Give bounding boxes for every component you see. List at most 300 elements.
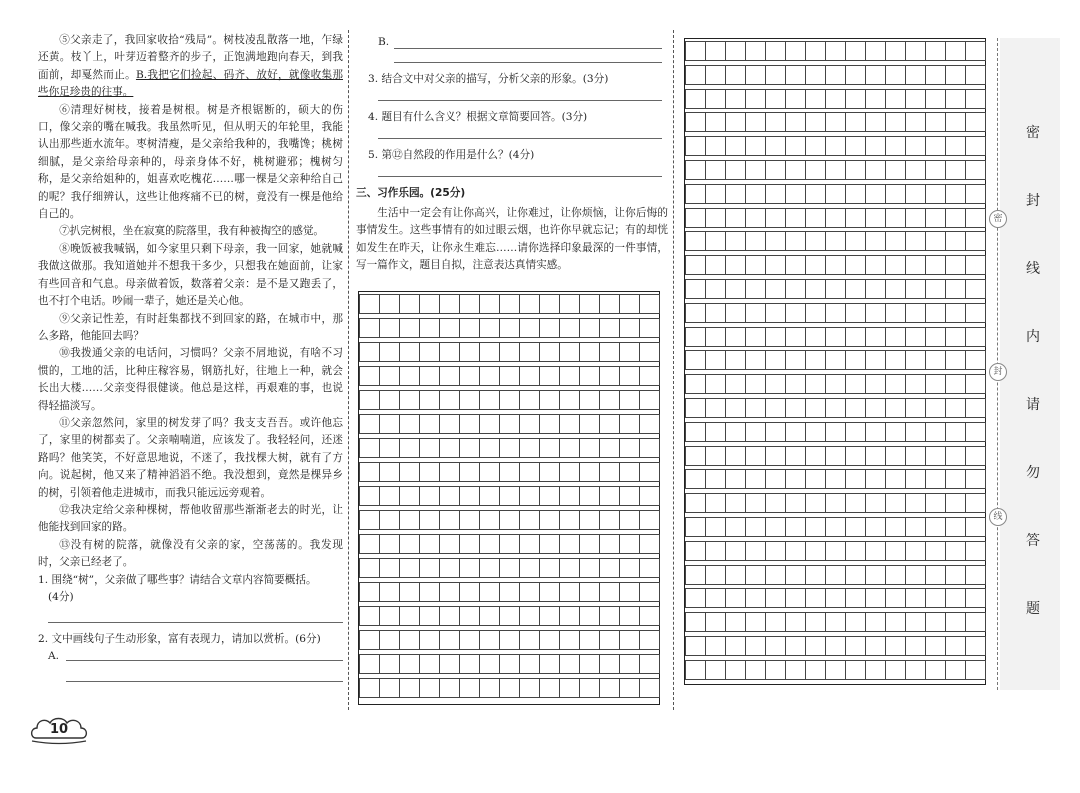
grid-cell[interactable] xyxy=(945,422,966,442)
grid-cell[interactable] xyxy=(885,398,906,418)
grid-cell[interactable] xyxy=(885,41,906,61)
grid-cell[interactable] xyxy=(885,327,906,347)
grid-cell[interactable] xyxy=(479,462,500,482)
grid-cell[interactable] xyxy=(805,41,826,61)
grid-cell[interactable] xyxy=(685,660,706,680)
grid-cell[interactable] xyxy=(559,558,580,578)
grid-cell[interactable] xyxy=(479,558,500,578)
grid-cell[interactable] xyxy=(805,136,826,156)
grid-cell[interactable] xyxy=(765,41,786,61)
grid-cell[interactable] xyxy=(885,660,906,680)
grid-cell[interactable] xyxy=(865,469,886,489)
grid-cell[interactable] xyxy=(705,231,726,251)
grid-cell[interactable] xyxy=(745,660,766,680)
grid-cell[interactable] xyxy=(499,438,520,458)
grid-cell[interactable] xyxy=(725,565,746,585)
grid-cell[interactable] xyxy=(745,327,766,347)
grid-cell[interactable] xyxy=(359,486,380,506)
grid-cell[interactable] xyxy=(845,89,866,109)
grid-cell[interactable] xyxy=(945,279,966,299)
grid-cell[interactable] xyxy=(725,446,746,466)
grid-cell[interactable] xyxy=(725,279,746,299)
grid-cell[interactable] xyxy=(639,486,660,506)
grid-cell[interactable] xyxy=(705,588,726,608)
grid-cell[interactable] xyxy=(479,342,500,362)
grid-cell[interactable] xyxy=(399,606,420,626)
grid-cell[interactable] xyxy=(905,374,926,394)
grid-cell[interactable] xyxy=(705,208,726,228)
grid-cell[interactable] xyxy=(805,184,826,204)
grid-cell[interactable] xyxy=(905,208,926,228)
grid-cell[interactable] xyxy=(579,606,600,626)
grid-cell[interactable] xyxy=(845,160,866,180)
grid-cell[interactable] xyxy=(905,350,926,370)
grid-cell[interactable] xyxy=(579,462,600,482)
grid-cell[interactable] xyxy=(559,318,580,338)
grid-cell[interactable] xyxy=(705,255,726,275)
grid-cell[interactable] xyxy=(619,582,640,602)
grid-cell[interactable] xyxy=(825,660,846,680)
grid-cell[interactable] xyxy=(865,493,886,513)
grid-cell[interactable] xyxy=(379,342,400,362)
grid-cell[interactable] xyxy=(579,318,600,338)
grid-cell[interactable] xyxy=(379,294,400,314)
grid-cell[interactable] xyxy=(965,469,986,489)
grid-cell[interactable] xyxy=(745,541,766,561)
grid-cell[interactable] xyxy=(805,89,826,109)
grid-cell[interactable] xyxy=(765,493,786,513)
grid-cell[interactable] xyxy=(359,414,380,434)
grid-cell[interactable] xyxy=(439,654,460,674)
grid-cell[interactable] xyxy=(945,350,966,370)
grid-cell[interactable] xyxy=(925,112,946,132)
grid-cell[interactable] xyxy=(765,588,786,608)
grid-cell[interactable] xyxy=(359,318,380,338)
grid-cell[interactable] xyxy=(765,660,786,680)
grid-cell[interactable] xyxy=(785,636,806,656)
grid-cell[interactable] xyxy=(725,541,746,561)
grid-cell[interactable] xyxy=(925,327,946,347)
grid-cell[interactable] xyxy=(579,294,600,314)
grid-cell[interactable] xyxy=(845,231,866,251)
grid-cell[interactable] xyxy=(885,565,906,585)
grid-cell[interactable] xyxy=(479,654,500,674)
grid-cell[interactable] xyxy=(845,303,866,323)
grid-cell[interactable] xyxy=(825,136,846,156)
grid-cell[interactable] xyxy=(459,606,480,626)
grid-cell[interactable] xyxy=(885,612,906,632)
grid-cell[interactable] xyxy=(499,558,520,578)
grid-cell[interactable] xyxy=(805,350,826,370)
grid-cell[interactable] xyxy=(439,390,460,410)
grid-cell[interactable] xyxy=(399,558,420,578)
grid-cell[interactable] xyxy=(885,184,906,204)
grid-cell[interactable] xyxy=(725,374,746,394)
grid-cell[interactable] xyxy=(599,462,620,482)
grid-cell[interactable] xyxy=(499,366,520,386)
grid-cell[interactable] xyxy=(519,630,540,650)
grid-cell[interactable] xyxy=(359,462,380,482)
grid-cell[interactable] xyxy=(725,517,746,537)
grid-cell[interactable] xyxy=(685,184,706,204)
grid-cell[interactable] xyxy=(905,255,926,275)
grid-cell[interactable] xyxy=(925,136,946,156)
grid-cell[interactable] xyxy=(785,160,806,180)
grid-cell[interactable] xyxy=(459,630,480,650)
grid-cell[interactable] xyxy=(619,654,640,674)
grid-cell[interactable] xyxy=(539,510,560,530)
grid-cell[interactable] xyxy=(805,612,826,632)
grid-cell[interactable] xyxy=(519,510,540,530)
grid-cell[interactable] xyxy=(745,350,766,370)
grid-cell[interactable] xyxy=(705,565,726,585)
grid-cell[interactable] xyxy=(805,565,826,585)
grid-cell[interactable] xyxy=(685,112,706,132)
grid-cell[interactable] xyxy=(459,342,480,362)
grid-cell[interactable] xyxy=(705,327,726,347)
grid-cell[interactable] xyxy=(539,486,560,506)
grid-cell[interactable] xyxy=(765,89,786,109)
grid-cell[interactable] xyxy=(785,65,806,85)
grid-cell[interactable] xyxy=(439,678,460,698)
grid-cell[interactable] xyxy=(745,636,766,656)
grid-cell[interactable] xyxy=(785,41,806,61)
grid-cell[interactable] xyxy=(785,660,806,680)
grid-cell[interactable] xyxy=(539,678,560,698)
grid-cell[interactable] xyxy=(619,366,640,386)
grid-cell[interactable] xyxy=(845,112,866,132)
grid-cell[interactable] xyxy=(479,606,500,626)
grid-cell[interactable] xyxy=(499,462,520,482)
grid-cell[interactable] xyxy=(885,541,906,561)
grid-cell[interactable] xyxy=(705,374,726,394)
grid-cell[interactable] xyxy=(905,469,926,489)
grid-cell[interactable] xyxy=(745,303,766,323)
grid-cell[interactable] xyxy=(925,469,946,489)
grid-cell[interactable] xyxy=(379,534,400,554)
grid-cell[interactable] xyxy=(459,486,480,506)
grid-cell[interactable] xyxy=(599,414,620,434)
grid-cell[interactable] xyxy=(765,160,786,180)
grid-cell[interactable] xyxy=(945,446,966,466)
grid-cell[interactable] xyxy=(399,534,420,554)
grid-cell[interactable] xyxy=(925,422,946,442)
grid-cell[interactable] xyxy=(399,318,420,338)
grid-cell[interactable] xyxy=(359,366,380,386)
grid-cell[interactable] xyxy=(399,390,420,410)
grid-cell[interactable] xyxy=(785,469,806,489)
grid-cell[interactable] xyxy=(945,65,966,85)
grid-cell[interactable] xyxy=(905,327,926,347)
grid-cell[interactable] xyxy=(399,582,420,602)
grid-cell[interactable] xyxy=(599,606,620,626)
grid-cell[interactable] xyxy=(479,534,500,554)
grid-cell[interactable] xyxy=(825,231,846,251)
grid-cell[interactable] xyxy=(945,303,966,323)
grid-cell[interactable] xyxy=(639,678,660,698)
grid-cell[interactable] xyxy=(905,89,926,109)
grid-cell[interactable] xyxy=(725,660,746,680)
grid-cell[interactable] xyxy=(359,606,380,626)
grid-cell[interactable] xyxy=(685,136,706,156)
grid-cell[interactable] xyxy=(539,534,560,554)
grid-cell[interactable] xyxy=(745,279,766,299)
grid-cell[interactable] xyxy=(705,493,726,513)
grid-cell[interactable] xyxy=(559,366,580,386)
grid-cell[interactable] xyxy=(825,469,846,489)
grid-cell[interactable] xyxy=(685,65,706,85)
grid-cell[interactable] xyxy=(459,582,480,602)
grid-cell[interactable] xyxy=(745,493,766,513)
grid-cell[interactable] xyxy=(725,255,746,275)
grid-cell[interactable] xyxy=(785,136,806,156)
grid-cell[interactable] xyxy=(745,446,766,466)
grid-cell[interactable] xyxy=(685,588,706,608)
grid-cell[interactable] xyxy=(845,136,866,156)
grid-cell[interactable] xyxy=(725,493,746,513)
grid-cell[interactable] xyxy=(865,350,886,370)
grid-cell[interactable] xyxy=(499,486,520,506)
answer-line-q2b-2[interactable] xyxy=(394,54,662,63)
grid-cell[interactable] xyxy=(705,541,726,561)
grid-cell[interactable] xyxy=(885,112,906,132)
grid-cell[interactable] xyxy=(619,462,640,482)
grid-cell[interactable] xyxy=(725,327,746,347)
grid-cell[interactable] xyxy=(865,612,886,632)
grid-cell[interactable] xyxy=(579,582,600,602)
grid-cell[interactable] xyxy=(825,446,846,466)
grid-cell[interactable] xyxy=(419,414,440,434)
grid-cell[interactable] xyxy=(745,89,766,109)
grid-cell[interactable] xyxy=(725,469,746,489)
grid-cell[interactable] xyxy=(785,208,806,228)
grid-cell[interactable] xyxy=(785,398,806,418)
grid-cell[interactable] xyxy=(885,231,906,251)
grid-cell[interactable] xyxy=(865,660,886,680)
grid-cell[interactable] xyxy=(619,534,640,554)
grid-cell[interactable] xyxy=(765,350,786,370)
grid-cell[interactable] xyxy=(499,654,520,674)
grid-cell[interactable] xyxy=(845,446,866,466)
grid-cell[interactable] xyxy=(359,390,380,410)
grid-cell[interactable] xyxy=(479,486,500,506)
grid-cell[interactable] xyxy=(359,654,380,674)
grid-cell[interactable] xyxy=(499,510,520,530)
grid-cell[interactable] xyxy=(825,41,846,61)
grid-cell[interactable] xyxy=(685,255,706,275)
grid-cell[interactable] xyxy=(499,414,520,434)
grid-cell[interactable] xyxy=(945,41,966,61)
grid-cell[interactable] xyxy=(559,462,580,482)
grid-cell[interactable] xyxy=(965,612,986,632)
grid-cell[interactable] xyxy=(805,160,826,180)
grid-cell[interactable] xyxy=(765,422,786,442)
grid-cell[interactable] xyxy=(559,534,580,554)
grid-cell[interactable] xyxy=(459,654,480,674)
grid-cell[interactable] xyxy=(705,612,726,632)
grid-cell[interactable] xyxy=(865,422,886,442)
writing-grid-right[interactable] xyxy=(684,38,986,685)
grid-cell[interactable] xyxy=(945,327,966,347)
grid-cell[interactable] xyxy=(519,414,540,434)
grid-cell[interactable] xyxy=(579,486,600,506)
grid-cell[interactable] xyxy=(725,636,746,656)
grid-cell[interactable] xyxy=(379,366,400,386)
grid-cell[interactable] xyxy=(965,89,986,109)
grid-cell[interactable] xyxy=(499,318,520,338)
grid-cell[interactable] xyxy=(705,469,726,489)
grid-cell[interactable] xyxy=(639,342,660,362)
grid-cell[interactable] xyxy=(419,390,440,410)
grid-cell[interactable] xyxy=(825,541,846,561)
grid-cell[interactable] xyxy=(765,446,786,466)
grid-cell[interactable] xyxy=(579,558,600,578)
grid-cell[interactable] xyxy=(685,327,706,347)
grid-cell[interactable] xyxy=(685,303,706,323)
grid-cell[interactable] xyxy=(359,438,380,458)
grid-cell[interactable] xyxy=(825,65,846,85)
grid-cell[interactable] xyxy=(825,588,846,608)
grid-cell[interactable] xyxy=(439,582,460,602)
grid-cell[interactable] xyxy=(399,654,420,674)
grid-cell[interactable] xyxy=(865,374,886,394)
grid-cell[interactable] xyxy=(965,279,986,299)
grid-cell[interactable] xyxy=(965,446,986,466)
grid-cell[interactable] xyxy=(359,678,380,698)
grid-cell[interactable] xyxy=(825,374,846,394)
grid-cell[interactable] xyxy=(519,294,540,314)
grid-cell[interactable] xyxy=(399,510,420,530)
grid-cell[interactable] xyxy=(539,438,560,458)
grid-cell[interactable] xyxy=(905,184,926,204)
grid-cell[interactable] xyxy=(705,112,726,132)
grid-cell[interactable] xyxy=(865,136,886,156)
grid-cell[interactable] xyxy=(419,438,440,458)
grid-cell[interactable] xyxy=(925,446,946,466)
grid-cell[interactable] xyxy=(379,462,400,482)
grid-cell[interactable] xyxy=(359,534,380,554)
grid-cell[interactable] xyxy=(765,469,786,489)
grid-cell[interactable] xyxy=(945,493,966,513)
grid-cell[interactable] xyxy=(925,65,946,85)
grid-cell[interactable] xyxy=(965,160,986,180)
grid-cell[interactable] xyxy=(885,303,906,323)
grid-cell[interactable] xyxy=(845,65,866,85)
grid-cell[interactable] xyxy=(519,366,540,386)
grid-cell[interactable] xyxy=(785,350,806,370)
grid-cell[interactable] xyxy=(379,438,400,458)
grid-cell[interactable] xyxy=(725,208,746,228)
grid-cell[interactable] xyxy=(599,486,620,506)
grid-cell[interactable] xyxy=(379,390,400,410)
grid-cell[interactable] xyxy=(805,660,826,680)
grid-cell[interactable] xyxy=(805,422,826,442)
grid-cell[interactable] xyxy=(539,318,560,338)
grid-cell[interactable] xyxy=(459,510,480,530)
grid-cell[interactable] xyxy=(439,534,460,554)
grid-cell[interactable] xyxy=(619,294,640,314)
grid-cell[interactable] xyxy=(459,390,480,410)
grid-cell[interactable] xyxy=(619,390,640,410)
grid-cell[interactable] xyxy=(559,606,580,626)
grid-cell[interactable] xyxy=(599,390,620,410)
grid-cell[interactable] xyxy=(705,398,726,418)
grid-cell[interactable] xyxy=(865,541,886,561)
grid-cell[interactable] xyxy=(925,184,946,204)
grid-cell[interactable] xyxy=(359,510,380,530)
grid-cell[interactable] xyxy=(639,534,660,554)
grid-cell[interactable] xyxy=(359,294,380,314)
grid-cell[interactable] xyxy=(685,612,706,632)
writing-grid-middle[interactable] xyxy=(358,291,660,705)
grid-cell[interactable] xyxy=(805,493,826,513)
grid-cell[interactable] xyxy=(885,89,906,109)
grid-cell[interactable] xyxy=(845,398,866,418)
grid-cell[interactable] xyxy=(845,327,866,347)
grid-cell[interactable] xyxy=(905,565,926,585)
grid-cell[interactable] xyxy=(399,366,420,386)
grid-cell[interactable] xyxy=(459,414,480,434)
answer-line-q2a[interactable] xyxy=(66,648,343,661)
grid-cell[interactable] xyxy=(745,160,766,180)
grid-cell[interactable] xyxy=(865,588,886,608)
answer-line-q4[interactable] xyxy=(378,126,662,139)
grid-cell[interactable] xyxy=(705,350,726,370)
grid-cell[interactable] xyxy=(639,414,660,434)
grid-cell[interactable] xyxy=(945,89,966,109)
grid-cell[interactable] xyxy=(685,231,706,251)
grid-cell[interactable] xyxy=(905,517,926,537)
grid-cell[interactable] xyxy=(539,390,560,410)
grid-cell[interactable] xyxy=(765,565,786,585)
grid-cell[interactable] xyxy=(785,446,806,466)
grid-cell[interactable] xyxy=(945,184,966,204)
grid-cell[interactable] xyxy=(705,89,726,109)
grid-cell[interactable] xyxy=(559,582,580,602)
grid-cell[interactable] xyxy=(379,654,400,674)
grid-cell[interactable] xyxy=(825,303,846,323)
answer-line-q2b[interactable] xyxy=(394,36,662,49)
grid-cell[interactable] xyxy=(805,303,826,323)
grid-cell[interactable] xyxy=(765,541,786,561)
grid-cell[interactable] xyxy=(785,541,806,561)
grid-cell[interactable] xyxy=(845,588,866,608)
grid-cell[interactable] xyxy=(965,136,986,156)
grid-cell[interactable] xyxy=(825,517,846,537)
grid-cell[interactable] xyxy=(925,350,946,370)
grid-cell[interactable] xyxy=(419,462,440,482)
grid-cell[interactable] xyxy=(965,493,986,513)
grid-cell[interactable] xyxy=(479,510,500,530)
grid-cell[interactable] xyxy=(825,89,846,109)
grid-cell[interactable] xyxy=(825,327,846,347)
grid-cell[interactable] xyxy=(639,366,660,386)
grid-cell[interactable] xyxy=(765,208,786,228)
grid-cell[interactable] xyxy=(825,160,846,180)
grid-cell[interactable] xyxy=(785,89,806,109)
grid-cell[interactable] xyxy=(745,565,766,585)
grid-cell[interactable] xyxy=(419,558,440,578)
grid-cell[interactable] xyxy=(845,636,866,656)
grid-cell[interactable] xyxy=(685,469,706,489)
grid-cell[interactable] xyxy=(399,294,420,314)
grid-cell[interactable] xyxy=(925,541,946,561)
grid-cell[interactable] xyxy=(885,469,906,489)
grid-cell[interactable] xyxy=(705,160,726,180)
grid-cell[interactable] xyxy=(379,486,400,506)
grid-cell[interactable] xyxy=(785,279,806,299)
grid-cell[interactable] xyxy=(945,374,966,394)
